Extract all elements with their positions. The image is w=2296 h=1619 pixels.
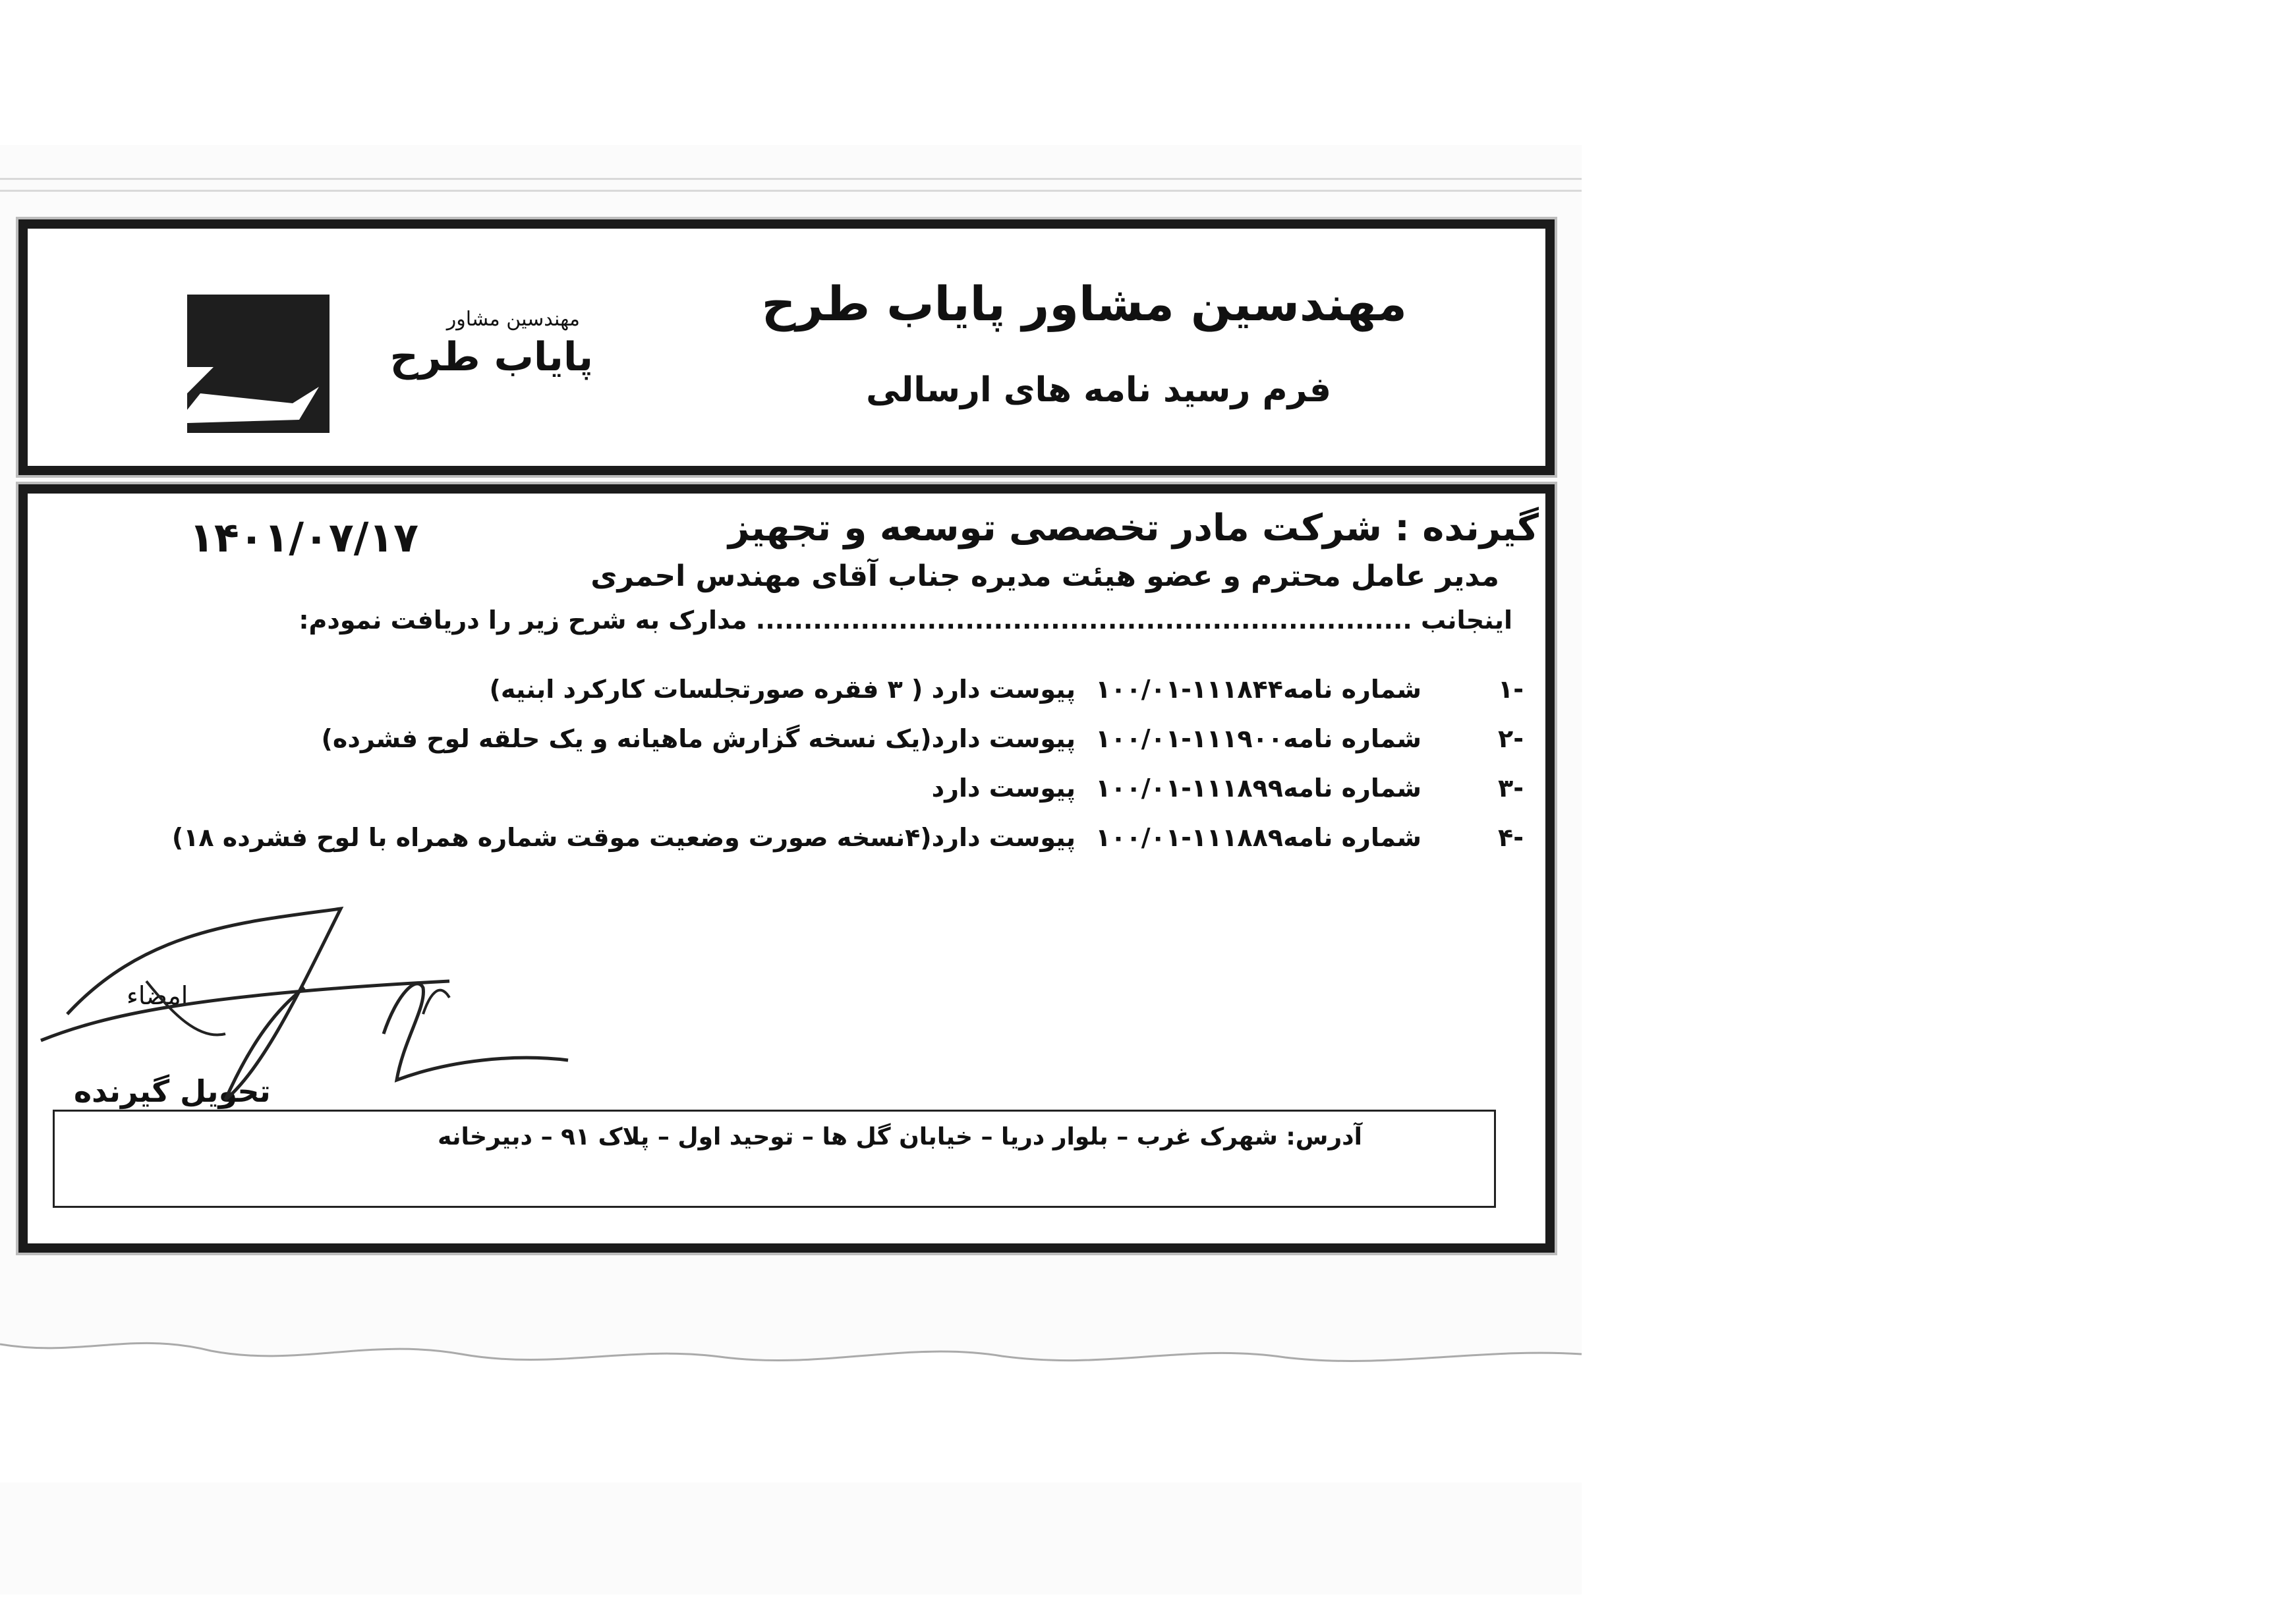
address-line: آدرس: شهرک غرب – بلوار دریا – خیابان گل ها – توحید اول – پلاک ۹۱ – دبیرخانه — [438, 1123, 1362, 1150]
scan-edge-line — [0, 190, 1582, 192]
attachment-note: پیوست دارد(۴نسخه صورت وضعیت موقت شماره همراه با لوح فشرده ۱۸) — [171, 823, 1076, 852]
attachment-note: پیوست دارد(یک نسخه گزارش ماهیانه و یک حلقه لوح فشرده) — [321, 724, 1076, 753]
handwritten-signature — [28, 882, 621, 1120]
item-label: شماره نامه — [1283, 675, 1421, 704]
attachment-note: پیوست دارد — [931, 774, 1076, 803]
signature-label: امضاء — [127, 981, 188, 1010]
item-number: ۲- — [1498, 724, 1524, 753]
attachment-note: پیوست دارد ( ۳ فقره صورتجلسات کارکرد ابنیه) — [489, 675, 1076, 704]
list-item — [28, 774, 1530, 813]
scan-edge-line — [0, 178, 1582, 180]
list-item — [28, 675, 1530, 714]
list-item — [28, 724, 1530, 764]
torn-paper-edge — [0, 1331, 1582, 1463]
intro-line: اینجانب ..................................................................... مدارک به شرح زیر را دریافت نمودم: — [299, 606, 1512, 635]
letter-number: ۱۰۰/۰۱-۱۱۱۹۰۰ — [1095, 724, 1283, 753]
list-item — [28, 823, 1530, 863]
item-number: ۴- — [1498, 823, 1524, 852]
company-title: مهندسین مشاور پایاب طرح — [761, 276, 1407, 331]
item-label: شماره نامه — [1283, 823, 1421, 852]
address-box — [53, 1110, 1496, 1208]
item-number: ۳- — [1498, 774, 1524, 803]
item-label: شماره نامه — [1283, 774, 1421, 803]
receiver-label: تحویل گیرنده — [74, 1073, 271, 1109]
date-stamp: ۱۴۰۱/۰۷/۱۷ — [189, 513, 419, 561]
recipient-line: گیرنده : شرکت مادر تخصصی توسعه و تجهیز — [728, 507, 1539, 550]
item-number: ۱- — [1498, 675, 1524, 704]
item-label: شماره نامه — [1283, 724, 1421, 753]
addressee-line: مدیر عامل محترم و عضو هیئت مدیره جناب آقای مهندس احمری — [590, 559, 1499, 593]
logo-wordmark: پایاب طرح — [389, 334, 593, 380]
form-title: فرم رسید نامه های ارسالی — [866, 370, 1331, 410]
header-box — [18, 219, 1555, 475]
letter-number: ۱۰۰/۰۱-۱۱۱۸۴۴ — [1095, 675, 1283, 704]
letter-number: ۱۰۰/۰۱-۱۱۱۸۹۹ — [1095, 774, 1283, 803]
logo-subtitle: مهندسین مشاور — [446, 308, 580, 331]
receipt-body-box — [18, 484, 1555, 1253]
letter-number: ۱۰۰/۰۱-۱۱۱۸۸۹ — [1095, 823, 1283, 852]
company-logo-icon — [187, 295, 330, 433]
